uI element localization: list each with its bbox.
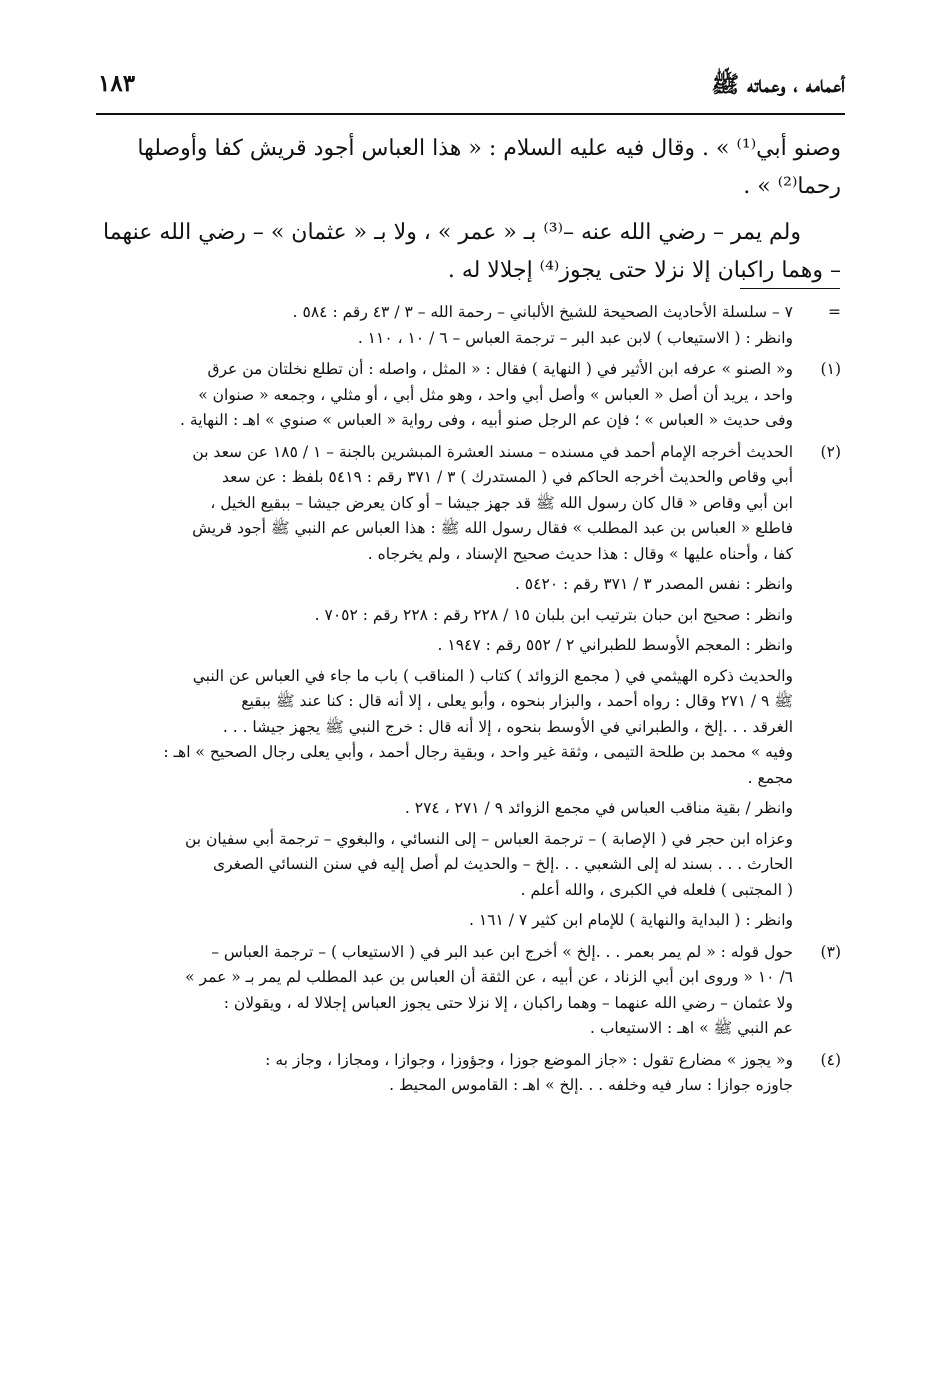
footnote-line: ٧ – سلسلة الأحاديث الصحيحة للشيخ الألباني – رحمة الله – ٣ / ٤٣ رقم : ٥٨٤ . [292,303,793,321]
main-paragraph: وصنو أبي⁽¹⁾ » . وقال فيه عليه السلام : « هذا العباس أجود قريش كفا وأوصلها رحما⁽²⁾ » . [137,136,841,199]
footnote-line: وفى حديث « العباس » ؛ فإن عم الرجل صنو أبيه ، وفى رواية « العباس » صنوي » اهـ : النهاية . [180,411,793,429]
footnote [98,1048,841,1099]
footnote [98,300,841,351]
footnote-paragraph [98,440,793,568]
footnote-paragraph [98,603,793,629]
footnote-separator [740,288,840,289]
footnote-line: وانظر : ( البداية والنهاية ) للإمام ابن كثير ٧ / ١٦١ . [468,911,793,929]
footnote-line: كفا ، وأحناه عليها » وقال : هذا حديث صحيح الإسناد ، ولم يخرجاه . [367,544,793,563]
footnote-paragraph [98,572,793,598]
running-title: أعمامه ، وعماته ﷺ [711,71,845,98]
footnote-line: وانظر : صحيح ابن حبان بترتيب ابن بلبان ١٥ / ٢٢٨ رقم : ٢٢٨ رقم : ٧٠٥٢ . [314,605,793,624]
footnote-line: ( المجتبى ) فلعله في الكبرى ، والله أعلم . [520,880,793,899]
footnote-line: ابن أبي وقاص « قال كان رسول الله ﷺ قد جهز جيشا – أو كان يعرض جيشا – ببقيع الخيل ، [210,493,793,512]
footnote [98,357,841,434]
page-number: ١٨٣ [98,70,136,97]
footnote-paragraph [98,633,793,659]
footnote-line: الحديث أخرجه الإمام أحمد في مسنده – مسند العشرة المبشرين بالجنة – ١ / ١٨٥ عن سعد بن [192,442,793,461]
footnote-line: وانظر / بقية مناقب العباس في مجمع الزوائد ٩ / ٢٧١ ، ٢٧٤ . [404,799,793,817]
footnote-line: جاوزه جوازا : سار فيه وخلفه . . .إلخ » اهـ : القاموس المحيط . [389,1076,793,1094]
footnote-marker: = [828,303,841,321]
main-paragraph: ولم يمر – رضي الله عنه –⁽³⁾ بـ « عمر » ، ولا بـ « عثمان » – رضي الله عنهما – وهما راكبان إلا نزلا حتى يجوز⁽⁴⁾ إجلالا له . [103,220,841,283]
footnote-paragraph [98,827,793,904]
footnote-marker: (٤) [820,1050,841,1069]
footnote-line: والحديث ذكره الهيثمي في ( مجمع الزوائد ) كتاب ( المناقب ) باب ما جاء في العباس عن النبي [192,666,793,685]
footnote-line: عم النبي ﷺ » اهـ : الاستيعاب . [589,1019,793,1037]
header-rule [96,113,845,115]
footnote [98,940,841,1042]
footnote-line: مجمع . [747,768,793,787]
footnote-line: وفيه » محمد بن طلحة التيمى ، وثقة غير واحد ، وبقية رجال أحمد ، وأبي يعلى رجال الصحيح » اهـ : [163,743,793,761]
footnote-paragraph [98,1048,793,1099]
footnote-marker: (٣) [820,942,841,961]
footnote-paragraph [98,796,793,822]
footnote-line: الغرقد . . .إلخ ، والطبراني في الأوسط بنحوه ، إلا أنه قال : خرج النبي ﷺ يجهز جيشا . . . [222,717,793,736]
footnote-paragraph [98,908,793,934]
footnote-line: ولا عثمان – رضي الله عنهما – وهما راكبان ، إلا نزلا حتى يجوز العباس إجلالا له ، ويقولان : [223,993,793,1012]
footnote-paragraph [98,940,793,1042]
footnote-line: و« الصنو » عرفه ابن الأثير في ( النهاية ) فقال : « المثل ، واصله : أن تطلع نخلتان من عرق [207,360,793,378]
footnote-line: فاطلع « العباس بن عبد المطلب » فقال رسول الله ﷺ : هذا العباس عم النبي ﷺ أجود قريش [192,519,793,537]
page-header [98,68,845,108]
footnote-line: وانظر : نفس المصدر ٣ / ٣٧١ رقم : ٥٤٢٠ . [514,575,793,593]
footnote-line: الحارث . . . بسند له إلى الشعبي . . .إلخ – والحديث لم أصل إليه في سنن النسائي الصغرى [212,855,793,873]
footnote-line: و« يجوز » مضارع تقول : «جاز الموضع جوزا ، وجؤوزا ، وجوازا ، ومجازا ، وجاز به : [265,1050,793,1069]
footnote-line: وعزاه ابن حجر في ( الإصابة ) – ترجمة العباس – إلى النسائي ، والبغوي – ترجمة أبي سفيان بن [185,829,793,848]
footnote-line: وانظر : ( الاستيعاب ) لابن عبد البر – ترجمة العباس – ٦ / ١٠ ، ١١٠ . [357,328,793,347]
footnote-paragraph [98,357,793,434]
footnote-marker: (٢) [820,442,841,461]
footnote-line: واحد ، يريد أن أصل « العباس » وأصل أبي واحد ، وهو مثل أبي ، أو مثلي ، وجمعه « صنوان » [198,385,793,404]
footnote-line: أبي وقاص والحديث أخرجه الحاكم في ( المستدرك ) ٣ / ٣٧١ رقم : ٥٤١٩ بلفظ : عن سعد [221,468,793,486]
footnote-line: ﷺ ٩ / ٢٧١ وقال : رواه أحمد ، والبزار بنحوه ، وأبو يعلى ، إلا أنه قال : كنا عند ﷺ ببقيع [241,692,793,710]
footnote-paragraph [98,664,793,792]
main-text [100,130,841,298]
footnote-paragraph [98,300,793,351]
footnote-line: وانظر : المعجم الأوسط للطبراني ٢ / ٥٥٢ رقم : ١٩٤٧ . [437,636,793,654]
footnote [98,440,841,934]
footnote-marker: (١) [820,360,841,378]
footnote-line: ٦/ ١٠ « وروى ابن أبي الزناد ، عن أبيه ، عن الثقة أن العباس بن عبد المطلب لم يمر بـ « عمر » [185,968,793,986]
footnote-line: حول قوله : « لم يمر بعمر . . .إلخ » أخرج ابن عبد البر في ( الاستيعاب ) – ترجمة العباس – [211,942,793,961]
footnotes [98,300,841,1105]
